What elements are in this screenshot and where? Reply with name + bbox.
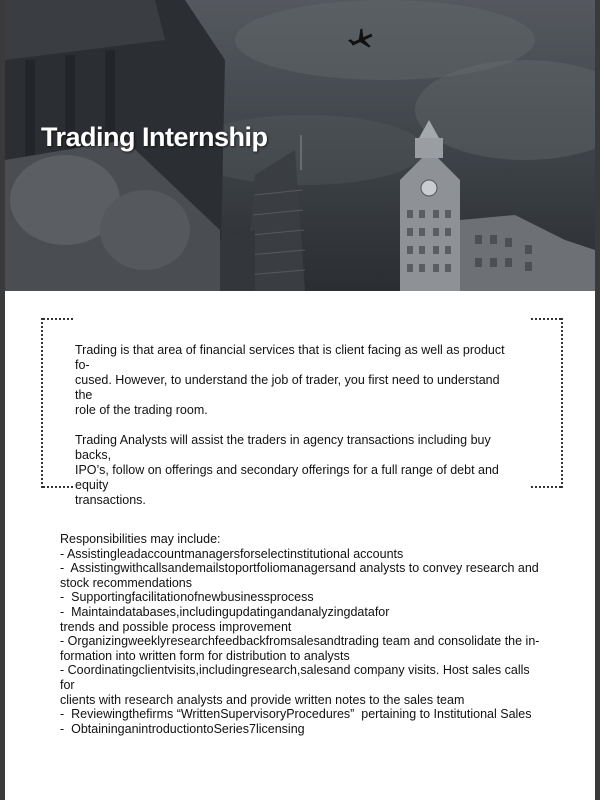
intro-paragraph: Trading Analysts will assist the traders in agency transactions including buy backs, IPO’s, follow on offerings and secondary offerings for a full range of debt and equity transactions. xyxy=(75,433,499,507)
responsibility-line: trends and possible process improvement xyxy=(60,619,292,634)
responsibility-line: - Reviewingthefirms “WrittenSupervisoryProcedures” pertaining to Institutional Sales xyxy=(60,707,532,722)
responsibility-line: - ObtaininganintroductiontoSeries7licensing xyxy=(60,721,305,736)
responsibility-line: - Organizingweeklyresearchfeedbackfromsalesandtrading team and consolidate the in- xyxy=(60,634,540,649)
responsibilities-section xyxy=(60,532,540,736)
page-title: Trading Internship xyxy=(41,122,268,152)
document-page xyxy=(5,0,595,800)
responsibility-line: stock recommendations xyxy=(60,575,193,590)
responsibility-line: - Maintaindatabases,includingupdatingandanalyzingdatafor xyxy=(60,604,390,619)
responsibility-line: - Coordinatingclientvisits,includingresearch,salesand company visits. Host sales calls for xyxy=(60,663,534,692)
responsibility-line: formation into written form for distribution to analysts xyxy=(60,648,350,663)
hero-banner xyxy=(5,0,595,291)
responsibility-line: - Assistingwithcallsandemailstoportfoliomanagersand analysts to convey research and xyxy=(60,561,539,576)
intro-frame xyxy=(41,318,563,507)
responsibility-line: - Supportingfacilitationofnewbusinessprocess xyxy=(60,590,314,605)
intro-text xyxy=(75,343,515,523)
responsibility-line: - Assistingleadaccountmanagersforselectinstitutional accounts xyxy=(60,546,404,561)
frame-corner-left xyxy=(41,318,73,488)
frame-corner-right xyxy=(531,318,563,488)
responsibilities-heading: Responsibilities may include: xyxy=(60,532,221,546)
intro-paragraph: Trading is that area of financial services that is client facing as well as product fo- cused. However, to understand the job of trader, you first need to understand the role of the trading room. xyxy=(75,343,505,417)
responsibility-line: clients with research analysts and provide written notes to the sales team xyxy=(60,692,465,707)
